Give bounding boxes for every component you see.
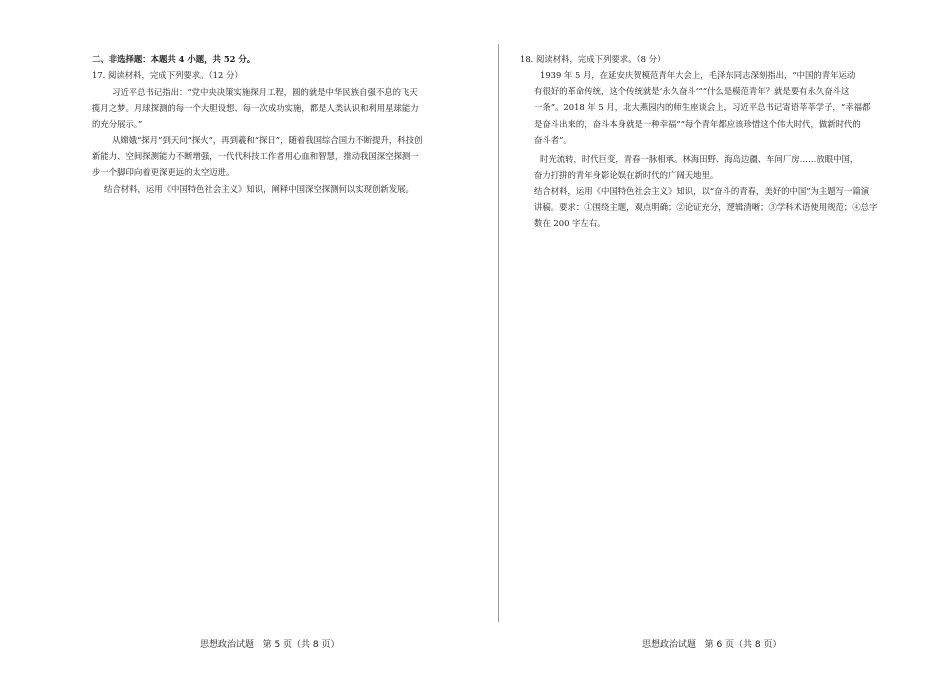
paragraph-line: 一条”。2018 年 5 月，北大燕园内的师生座谈会上，习近平总书记寄语莘莘学子，“幸福都 [534,102,871,113]
left-page [92,0,484,688]
question-18-task [520,183,920,232]
question-18-material-2 [520,151,920,183]
page-divider [498,44,499,622]
paragraph-line: 讲稿。要求：①围绕主题，观点明确；②论证充分，逻辑清晰；③学科术语使用规范；④总字 [534,202,878,213]
question-17-task: 结合材料，运用《中国特色社会主义》知识，阐释中国深空探测何以实现创新发展。 [104,184,414,194]
page-footer [642,637,782,650]
question-17-material-1 [92,84,484,133]
paragraph-line: 的充分展示。” [92,119,143,130]
paragraph-line: 步一个脚印向着更深更远的太空迈进。 [92,167,235,178]
paragraph-line: 从嫦娥“探月”到天问“探火”，再到羲和“探日”，随着我国综合国力不断提升，科技创 [112,135,423,145]
paragraph-line: 有很好的革命传统，这个传统就是‘永久奋斗’”“什么是模范青年？就是要有永久奋斗这 [534,86,850,97]
question-18-title: 18. 阅读材料，完成下列要求。（8 分） [520,54,666,64]
question-17-title: 17. 阅读材料，完成下列要求。（12 分） [92,70,243,80]
paragraph-line: 习近平总书记指出：“党中央决策实施探月工程，圆的就是中华民族自强不息的飞天 [112,87,418,97]
paragraph-line: 奋斗者”。 [534,134,572,145]
footer-subject: 思想政治试题 [200,640,255,650]
page-footer [200,637,340,650]
footer-page-number: 第 6 页（共 8 页） [704,640,782,650]
paragraph-line: 是奋斗出来的，奋斗本身就是一种幸福”“每个青年都应该珍惜这个伟大时代，做新时代的 [534,118,861,129]
right-page [520,0,920,688]
paragraph-line: 1939 年 5 月，在延安庆贺模范青年大会上，毛泽东同志深刻指出，“中国的青年运动 [540,70,856,80]
question-17-material-2 [92,132,484,181]
footer-subject: 思想政治试题 [642,640,697,650]
paragraph-line: 数在 200 字左右。 [534,218,606,229]
paragraph-line: 时光流转，时代巨变，青春一脉相承。林海田野、海岛边疆、车间厂房……放眼中国， [540,154,859,164]
paragraph-line: 揽月之梦。月球探测的每一个大胆设想、每一次成功实施，都是人类认识和利用星球能力 [92,103,419,114]
section-header: 二、非选择题：本题共 4 小题，共 52 分。 [92,54,256,64]
question-18-material-1 [520,67,920,148]
paragraph-line: 奋力打拼的青年身影论娱在新时代的广阔天地里。 [534,170,719,181]
paragraph-line: 结合材料，运用《中国特色社会主义》知识，以“奋斗的青春，美好的中国”为主题写一篇演 [534,186,870,196]
footer-page-number: 第 5 页（共 8 页） [262,640,340,650]
paragraph-line: 新能力、空间探测能力不断增强，一代代科技工作者用心血和智慧，推动我国深空探测一 [92,151,419,162]
